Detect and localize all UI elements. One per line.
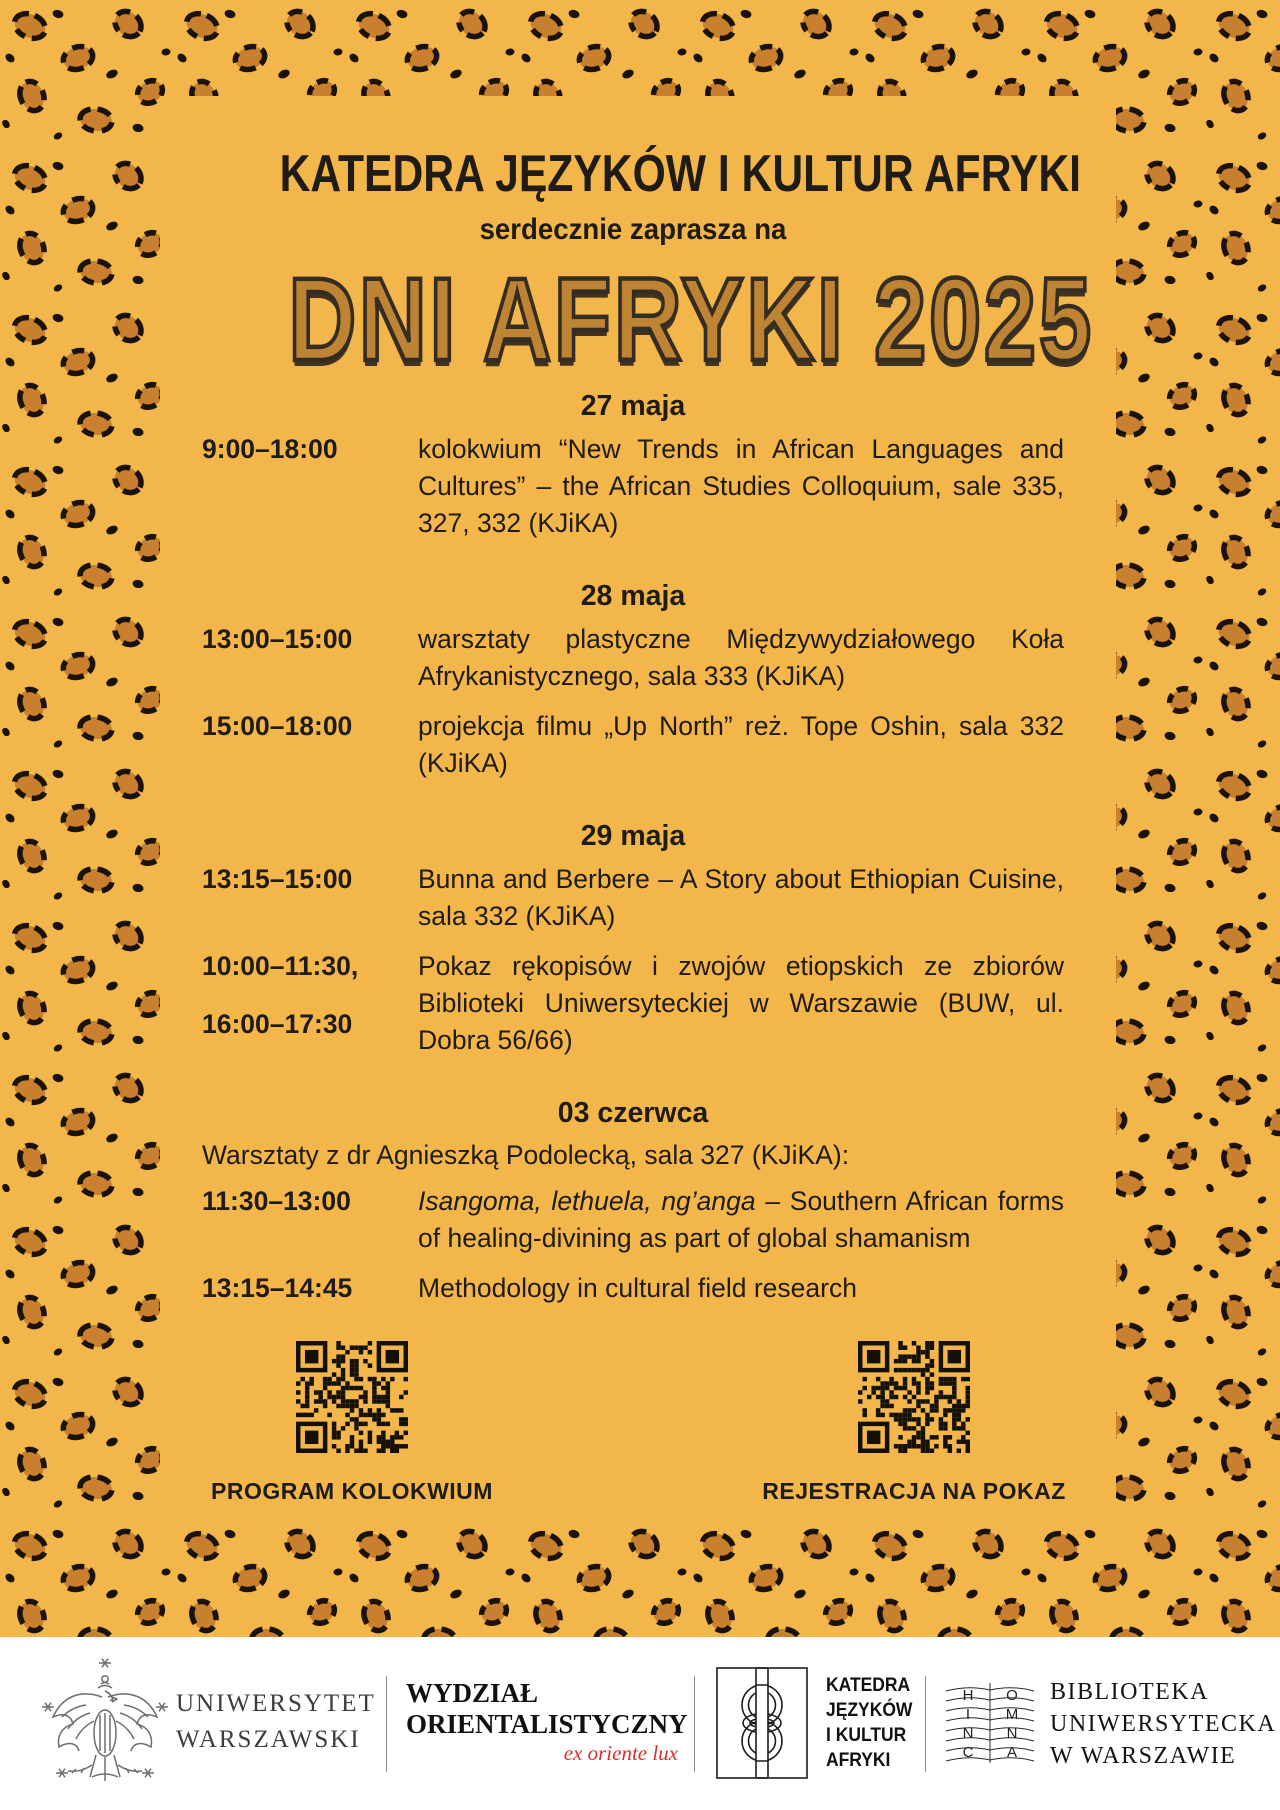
event-time-text-2: 16:00–17:30 bbox=[202, 1009, 353, 1039]
event-row bbox=[202, 948, 1064, 1059]
event-time bbox=[202, 621, 380, 695]
event-time-text: 9:00–18:00 bbox=[202, 434, 338, 464]
kjika-name-line2: JĘZYKÓW bbox=[826, 1700, 913, 1721]
day-header-29-maja: 29 maja bbox=[580, 820, 686, 852]
buw-book-letter: N bbox=[1006, 1725, 1018, 1742]
day-header-03-czerwca: 03 czerwca bbox=[557, 1097, 709, 1129]
event-row bbox=[202, 621, 1064, 695]
faculty-name-line1: WYDZIAŁ bbox=[406, 1678, 539, 1708]
buw-name-line2: UNIWERSYTECKA bbox=[1050, 1711, 1277, 1737]
uw-name bbox=[176, 1686, 376, 1758]
event-time-text: 11:30–13:00 bbox=[202, 1186, 351, 1216]
footer-divider-1 bbox=[386, 1676, 387, 1772]
faculty-motto: ex oriente lux bbox=[563, 1741, 678, 1765]
event-time-text: 15:00–18:00 bbox=[202, 711, 353, 741]
invitation-line: serdecznie zaprasza na bbox=[479, 213, 787, 246]
qr-label-rejestracja: REJESTRACJA NA POKAZ bbox=[762, 1478, 1066, 1504]
qr-label-program: PROGRAM KOLOKWIUM bbox=[211, 1478, 493, 1504]
qr-block-program bbox=[202, 1341, 502, 1505]
event-description bbox=[418, 1183, 1064, 1257]
footer-logo-bar bbox=[0, 1637, 1280, 1810]
event-time-text: 13:15–14:45 bbox=[202, 1273, 353, 1303]
qr-section bbox=[202, 1341, 1064, 1505]
workshops-intro-line: Warsztaty z dr Agnieszką Podolecką, sala 327 (KJiKA): bbox=[202, 1140, 850, 1170]
event-time-text: 10:00–11:30, bbox=[202, 951, 359, 981]
buw-book-letter: C bbox=[962, 1744, 974, 1761]
event-time bbox=[202, 431, 380, 542]
kjika-name-line4: AFRYKI bbox=[826, 1750, 891, 1771]
event-time bbox=[202, 861, 380, 935]
event-row bbox=[202, 708, 1064, 782]
buw-book-letter: H bbox=[962, 1687, 974, 1704]
event-title-italic: Isangoma, lethuela, ng’anga bbox=[418, 1186, 756, 1216]
kjika-name-line1: KATEDRA bbox=[826, 1675, 911, 1696]
event-time-text: 13:15–15:00 bbox=[202, 864, 353, 894]
event-row bbox=[202, 861, 1064, 935]
buw-book-letter: N bbox=[962, 1725, 974, 1742]
event-time bbox=[202, 948, 380, 1059]
event-description: Methodology in cultural field research bbox=[418, 1273, 857, 1303]
qr-code-rejestracja-na-pokaz bbox=[858, 1341, 970, 1453]
event-time-text: 13:00–15:00 bbox=[202, 624, 353, 654]
day-header-27-maja: 27 maja bbox=[580, 390, 686, 422]
buw-book-letter: I bbox=[965, 1706, 971, 1723]
event-time bbox=[202, 1270, 380, 1307]
buw-name-line1: BIBLIOTEKA bbox=[1050, 1679, 1209, 1705]
buw-name bbox=[1050, 1676, 1276, 1772]
poster-panel bbox=[160, 96, 1116, 1508]
footer-divider-3 bbox=[925, 1676, 926, 1772]
uw-name-line1: UNIWERSYTET bbox=[176, 1690, 376, 1717]
event-time bbox=[202, 1183, 380, 1257]
event-description: Pokaz rękopisów i zwojów etiopskich ze zbiorów Biblioteki Uniwersyteckiej w Warszawie (BUW, ul. Dobra 56/66) bbox=[418, 951, 1064, 1055]
qr-block-rejestracja bbox=[764, 1341, 1064, 1505]
kjika-name-line3: I KULTUR bbox=[826, 1725, 907, 1746]
buw-name-line3: W WARSZAWIE bbox=[1050, 1743, 1237, 1769]
buw-book-letter: M bbox=[1005, 1706, 1019, 1723]
buw-book-logo bbox=[942, 1675, 1038, 1771]
uw-eagle-logo bbox=[40, 1653, 170, 1797]
event-description: kolokwium “New Trends in African Languages and Cultures” – the African Studies Colloquium, sale 335, 327, 332 (KJiKA) bbox=[418, 434, 1064, 538]
event-row bbox=[202, 1270, 1064, 1307]
day-header-28-maja: 28 maja bbox=[580, 580, 686, 612]
event-description: projekcja filmu „Up North” reż. Tope Oshin, sala 332 (KJiKA) bbox=[418, 711, 1064, 778]
footer-divider-2 bbox=[694, 1676, 695, 1772]
buw-book-letter: A bbox=[1006, 1744, 1018, 1761]
faculty-name-line2: ORIENTALISTYCZNY bbox=[406, 1709, 688, 1739]
kjika-name bbox=[826, 1673, 912, 1773]
faculty-name bbox=[406, 1678, 688, 1766]
event-row bbox=[202, 431, 1064, 542]
event-description: warsztaty plastyczne Międzywydziałowego Koła Afrykanistycznego, sala 333 (KJiKA) bbox=[418, 624, 1064, 691]
buw-book-letter: O bbox=[1006, 1687, 1018, 1704]
department-heading: KATEDRA JĘZYKÓW I KULTUR AFRYKI bbox=[279, 145, 1082, 203]
qr-code-program-kolokwium bbox=[296, 1341, 408, 1453]
event-row bbox=[202, 1183, 1064, 1257]
uw-name-line2: WARSZAWSKI bbox=[176, 1726, 361, 1753]
poster-title: DNI AFRYKI 2025 bbox=[288, 254, 1094, 386]
kjika-logo bbox=[716, 1667, 808, 1779]
event-time bbox=[202, 708, 380, 782]
event-description-text: – Southern African forms of healing-divining as part of global shamanism bbox=[418, 1186, 1064, 1253]
event-description: Bunna and Berbere – A Story about Ethiopian Cuisine, sala 332 (KJiKA) bbox=[418, 864, 1064, 931]
